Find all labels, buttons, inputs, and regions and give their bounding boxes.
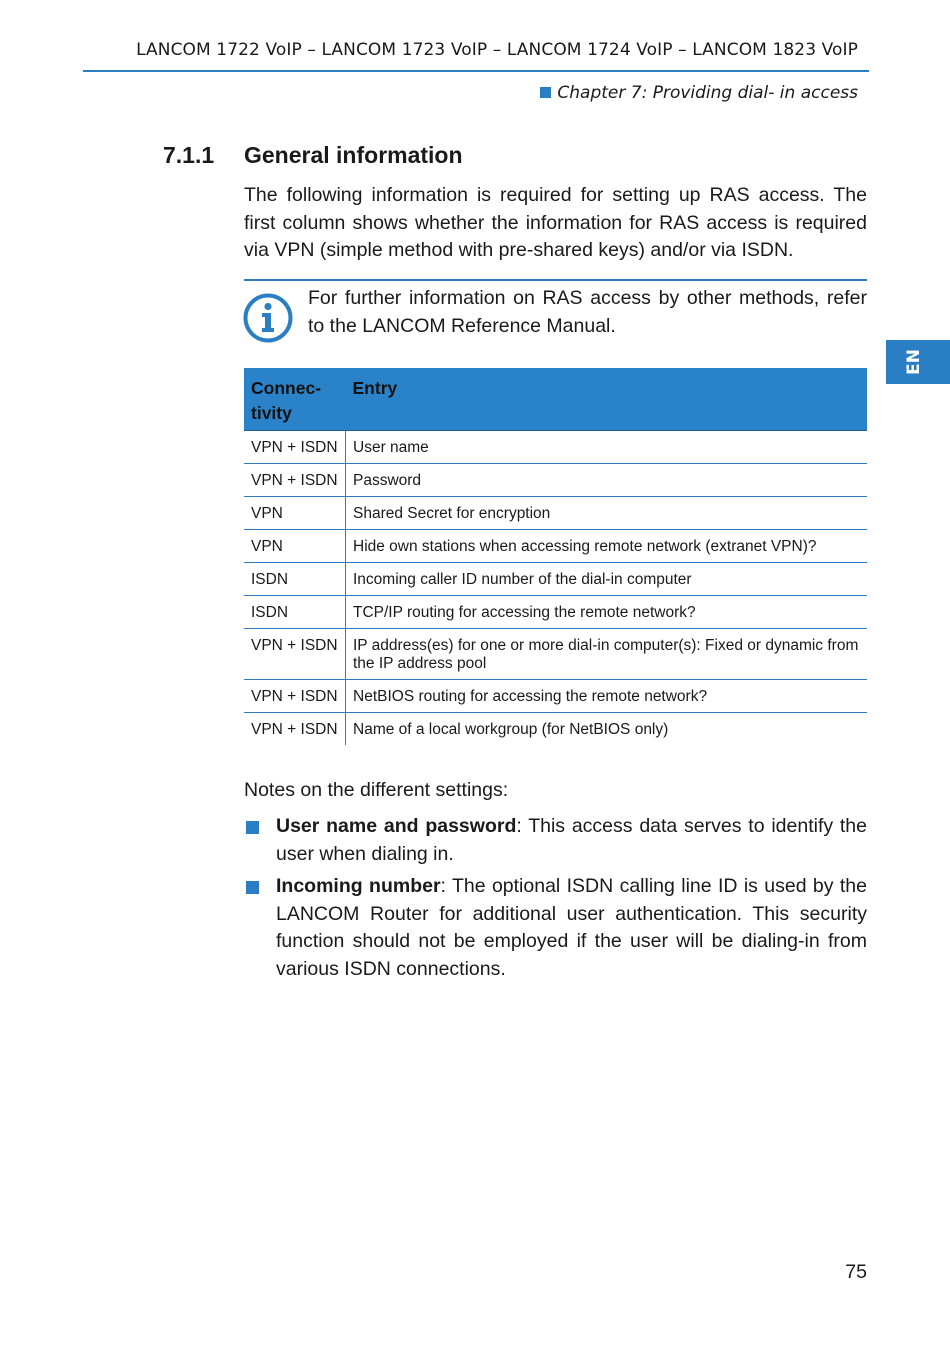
cell-entry: IP address(es) for one or more dial-in computer(s): Fixed or dynamic from the IP address pool	[346, 629, 868, 680]
note-text: : The optional ISDN calling line ID is used by the LANCOM Router for additional user authentication. This security function should not be employed if the user will be dialing‑in from various ISDN connections.	[276, 875, 867, 980]
table-header-row	[244, 368, 867, 431]
chapter-label	[540, 83, 858, 103]
col-header-entry	[346, 368, 868, 431]
table-row	[244, 629, 867, 680]
table-row	[244, 431, 867, 464]
table-row	[244, 530, 867, 563]
note-term: Incoming number	[276, 875, 441, 897]
table-row	[244, 497, 867, 530]
list-item	[244, 873, 867, 983]
table-row	[244, 596, 867, 629]
cell-entry: Incoming caller ID number of the dial-in computer	[346, 563, 868, 596]
table-row	[244, 713, 867, 746]
cell-connectivity: VPN + ISDN	[244, 713, 346, 746]
cell-connectivity: VPN	[244, 497, 346, 530]
col-header-entry-label: Entry	[352, 378, 398, 398]
table-row	[244, 563, 867, 596]
col-header-connectivity	[244, 368, 346, 431]
notes-list	[244, 813, 867, 988]
chapter-square-icon	[540, 87, 551, 98]
cell-entry: Hide own stations when accessing remote network (extranet VPN)?	[346, 530, 868, 563]
cell-connectivity: VPN + ISDN	[244, 680, 346, 713]
cell-entry: NetBIOS routing for accessing the remote network?	[346, 680, 868, 713]
table-row	[244, 680, 867, 713]
notes-heading: Notes on the different settings:	[244, 779, 509, 801]
cell-connectivity: VPN + ISDN	[244, 464, 346, 497]
chapter-text: Chapter 7: Providing dial- in access	[557, 83, 858, 103]
note-text: : This access data serves to identify the user when dialing in.	[276, 815, 868, 865]
bullet-square-icon	[246, 821, 259, 834]
cell-entry: Name of a local workgroup (for NetBIOS only)	[353, 721, 669, 738]
running-header: LANCOM 1722 VoIP – LANCOM 1723 VoIP – LANCOM 1724 VoIP – LANCOM 1823 VoIP	[136, 40, 858, 60]
header-rule	[83, 70, 869, 72]
language-tab	[886, 340, 950, 384]
section-title: General information	[244, 142, 463, 168]
cell-connectivity: ISDN	[244, 596, 346, 629]
language-tab-label: EN	[904, 349, 924, 375]
cell-connectivity: VPN + ISDN	[244, 629, 346, 680]
cell-connectivity: ISDN	[244, 563, 346, 596]
section-number: 7.1.1	[163, 142, 215, 168]
page-number: 75	[845, 1261, 867, 1283]
cell-entry: Password	[346, 464, 868, 497]
col-header-connectivity-label: Connec- tivity	[251, 378, 321, 423]
cell-entry: Shared Secret for encryption	[346, 497, 868, 530]
cell-entry: User name	[346, 431, 868, 464]
table-row	[244, 464, 867, 497]
info-rule	[244, 279, 867, 281]
info-note-text: For further information on RAS access by other methods, refer to the LANCOM Reference Manual.	[308, 287, 867, 337]
cell-entry: TCP/IP routing for accessing the remote network?	[346, 596, 868, 629]
list-item	[244, 813, 867, 868]
intro-paragraph: The following information is required for setting up RAS access. The first column shows whether the information for RAS access is required via VPN (simple method with pre‑shared keys) and/or via ISDN.	[244, 184, 867, 261]
cell-connectivity: VPN	[244, 530, 346, 563]
info-icon	[243, 293, 293, 343]
note-term: User name and password	[276, 815, 517, 837]
cell-connectivity: VPN + ISDN	[244, 431, 346, 464]
bullet-square-icon	[246, 881, 259, 894]
ras-info-table	[244, 368, 867, 745]
